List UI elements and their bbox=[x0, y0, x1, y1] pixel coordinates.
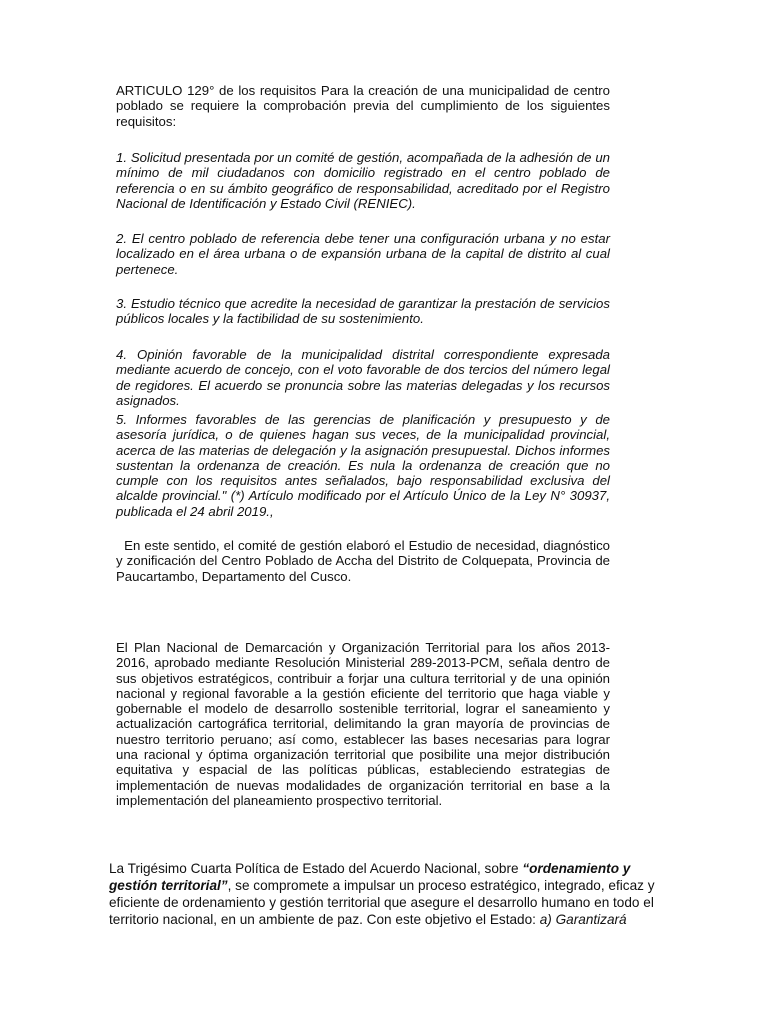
politica-intro-text: La Trigésimo Cuarta Política de Estado del Acuerdo Nacional, sobre bbox=[109, 861, 523, 876]
politica-final-text: a) Garantizará bbox=[539, 912, 627, 927]
requisito-4-paragraph: 4. Opinión favorable de la municipalidad distrital correspondiente expresada mediante acuerdo de concejo, con el voto favorable de dos tercios del número legal de regidores. El acuerdo se pronuncia sobre las materias delegadas y los recursos asignados. bbox=[116, 347, 610, 408]
requisito-3-paragraph: 3. Estudio técnico que acredite la necesidad de garantizar la prestación de servicios públicos locales y la factibilidad de su sostenimiento. bbox=[116, 296, 610, 327]
politica-cuerpo-text: , se compromete a impulsar un proceso estratégico, integrado, eficaz y eficiente de ordenamiento y gestión territorial que asegure el desarrollo humano en todo el territorio nacional, en un ambiente de paz. Con este objetivo el Estado: bbox=[109, 878, 655, 927]
requisito-2-paragraph: 2. El centro poblado de referencia debe tener una configuración urbana y no estar localizado en el área urbana o de expansión urbana de la capital de distrito al cual pertenece. bbox=[116, 231, 610, 277]
sentido-paragraph: En este sentido, el comité de gestión elaboró el Estudio de necesidad, diagnóstico y zonificación del Centro Poblado de Accha del Distrito de Colquepata, Provincia de Paucartambo, Departamento del Cusco. bbox=[116, 538, 614, 584]
plan-nacional-paragraph: El Plan Nacional de Demarcación y Organización Territorial para los años 2013-2016, aprobado mediante Resolución Ministerial 289-2013-PCM, señala dentro de sus objetivos estratégicos, contribuir a forjar una cultura territorial y de una opinión nacional y regional favorable a la gestión eficiente del territorio que haga viable y gobernable el modelo de desarrollo sostenible territorial, lograr el saneamiento y actualización cartográfica territorial, delimitando la gran mayoría de provincias de nuestro territorio peruano; así como, establecer las bases necesarias para lograr una racional y óptima organización territorial que posibilite una mejor distribución equitativa y espacial de las políticas públicas, estableciendo estrategias de implementación de nuevas modalidades de organización territorial en base a la implementación del planeamiento prospectivo territorial. bbox=[116, 640, 610, 808]
requisito-1-paragraph: 1. Solicitud presentada por un comité de gestión, acompañada de la adhesión de un mínimo de mil ciudadanos con domicilio registrado en el centro poblado de referencia o en su ámbito geográfico de responsabilidad, acreditado por el Registro Nacional de Identificación y Estado Civil (RENIEC). bbox=[116, 150, 610, 211]
politica-enfasis-text: “ordenamiento y gestión territorial” bbox=[109, 861, 631, 893]
politica-estado-paragraph bbox=[109, 860, 657, 928]
articulo-129-paragraph: ARTICULO 129° de los requisitos Para la creación de una municipalidad de centro poblado se requiere la comprobación previa del cumplimiento de los siguientes requisitos: bbox=[116, 83, 610, 129]
requisito-5-paragraph: 5. Informes favorables de las gerencias de planificación y presupuesto y de asesoría jurídica, o de quienes hagan sus veces, de la municipalidad provincial, acerca de las materias de delegación y la asignación presupuestal. Dichos informes sustentan la ordenanza de creación. Es nula la ordenanza de creación que no cumple con los requisitos antes señalados, bajo responsabilidad exclusiva del alcalde provincial." (*) Artículo modificado por el Artículo Único de la Ley N° 30937, publicada el 24 abril 2019., bbox=[116, 412, 610, 519]
